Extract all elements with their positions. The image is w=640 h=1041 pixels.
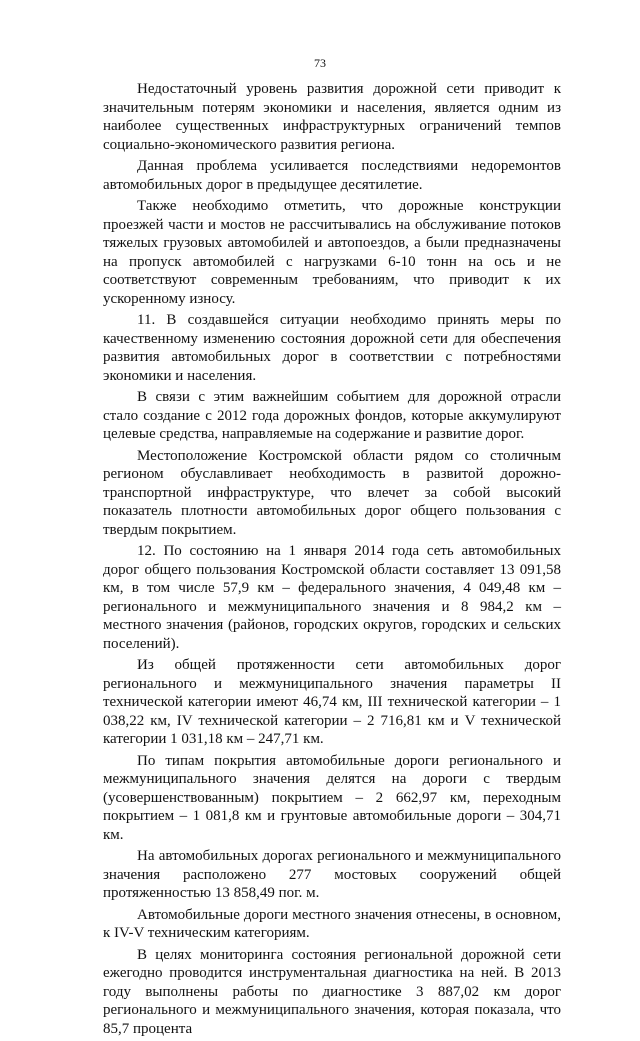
paragraph: На автомобильных дорогах регионального и межмуниципального значения расположено 277 мостовых сооружений общей протяженностью 13 858,49 пог. м. [103,848,561,901]
paragraph: 11. В создавшейся ситуации необходимо принять меры по качественному изменению состояния дорожной сети для обеспечения развития автомобильных дорог в соответствии с потребностями экономики и населения. [103,312,561,384]
page-number: 73 [314,56,326,70]
paragraph: Автомобильные дороги местного значения отнесены, в основном, к IV-V техническим категориям. [103,906,561,941]
paragraph: 12. По состоянию на 1 января 2014 года сеть автомобильных дорог общего пользования Костромской области составляет 13 091,58 км, в том числе 57,9 км – федерального значения, 4 049,48 км – регионального и межмуниципального значения и 8 984,2 км – местного значения (районов, городских округов, городских и сельских поселений). [103,543,561,652]
paragraph: В связи с этим важнейшим событием для дорожной отрасли стало создание с 2012 года дорожных фондов, которые аккумулируют целевые средства, направляемые на содержание и развитие дорог. [103,389,561,442]
document-body [103,80,561,1041]
paragraph: Из общей протяженности сети автомобильных дорог регионального и межмуниципального значения параметры II технической категории имеют 46,74 км, III технической категории – 1 038,22 км, IV технической категории – 2 716,81 км и V технической категории 1 031,18 км – 247,71 км. [103,657,561,747]
paragraph: Недостаточный уровень развития дорожной сети приводит к значительным потерям экономики и населения, является одним из наиболее существенных инфраструктурных ограничений темпов социально-экономического развития региона. [103,81,561,153]
paragraph: Данная проблема усиливается последствиями недоремонтов автомобильных дорог в предыдущее десятилетие. [103,158,561,193]
paragraph: Местоположение Костромской области рядом со столичным регионом обуславливает необходимость в развитой дорожно-транспортной инфраструктуре, что влечет за собой высокий показатель плотности автомобильных дорог общего пользования с твердым покрытием. [103,447,561,538]
paragraph: В целях мониторинга состояния региональной дорожной сети ежегодно проводится инструментальная диагностика на ней. В 2013 году выполнены работы по диагностике 3 887,02 км дорог регионального и межмуниципального значения, которая показала, что 85,7 процента [103,946,561,1037]
paragraph: Также необходимо отметить, что дорожные конструкции проезжей части и мостов не рассчитывались на обслуживание потоков тяжелых грузовых автомобилей и автопоездов, а были предназначены на пропуск автомобилей с нагрузками 6-10 тонн на ось и не соответствуют современным требованиям, что приводит к их ускоренному износу. [103,198,561,307]
paragraph: По типам покрытия автомобильные дороги регионального и межмуниципального значения делятся на дороги с твердым (усовершенствованным) покрытием – 2 662,97 км, переходным покрытием – 1 081,8 км и грунтовые автомобильные дороги – 304,71 км. [103,752,561,843]
